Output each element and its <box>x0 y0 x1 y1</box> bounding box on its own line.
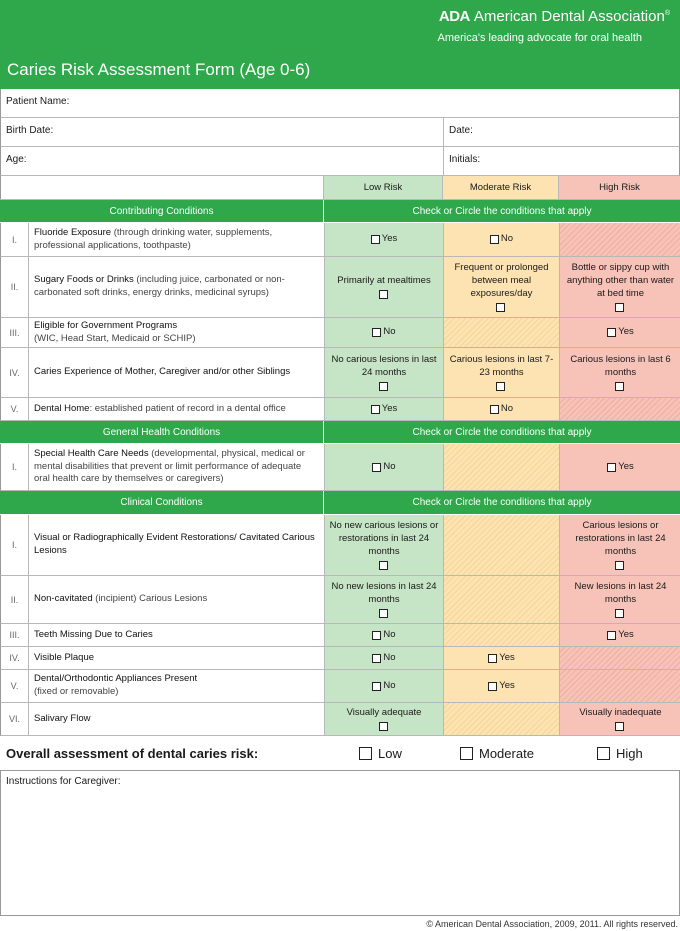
contributing-row <box>0 223 680 257</box>
row-number: VI. <box>1 703 29 735</box>
high-risk-option <box>560 223 680 256</box>
ada-logo: ADA American Dental Association® <box>438 8 670 25</box>
option-label: Carious lesions or restorations in last 24 months <box>575 520 666 557</box>
check-note: Check or Circle the conditions that apply <box>412 497 592 508</box>
option-label: Carious lesions in last 6 months <box>570 354 671 378</box>
patient-name-label: Patient Name: <box>6 96 70 107</box>
checkbox[interactable] <box>496 382 505 391</box>
checkbox[interactable] <box>496 303 505 312</box>
checkbox[interactable] <box>379 609 388 618</box>
option-label: Yes <box>618 460 634 472</box>
checkbox[interactable] <box>607 328 616 337</box>
contributing-row <box>0 398 680 421</box>
form-header <box>0 0 680 89</box>
checkbox[interactable] <box>371 235 380 244</box>
option-label: No <box>500 233 514 245</box>
caregiver-instructions-box[interactable] <box>0 770 680 916</box>
high-risk-option <box>560 647 680 669</box>
option-label: No new lesions in last 24 months <box>331 581 437 605</box>
checkbox[interactable] <box>597 747 610 760</box>
checkbox[interactable] <box>488 682 497 691</box>
row-number: II. <box>1 576 29 623</box>
checkbox[interactable] <box>460 747 473 760</box>
patient-name-row[interactable] <box>0 89 680 118</box>
low-risk-option[interactable] <box>325 444 444 490</box>
checkbox[interactable] <box>379 722 388 731</box>
high-risk-option[interactable] <box>560 624 680 646</box>
option-label: Yes <box>618 326 634 338</box>
moderate-risk-option <box>444 576 560 623</box>
age-row <box>0 147 680 176</box>
high-risk-option <box>560 670 680 702</box>
condition-description <box>29 318 325 347</box>
condition-detail: (fixed or removable) <box>34 686 119 697</box>
checkbox[interactable] <box>372 654 381 663</box>
option-label: Carious lesions in last 7-23 months <box>449 354 554 378</box>
risk-header-blank <box>0 176 324 199</box>
checkbox[interactable] <box>372 328 381 337</box>
contributing-section-header <box>0 200 680 223</box>
option-label: Yes <box>499 651 515 663</box>
general-row <box>0 444 680 491</box>
contributing-row <box>0 348 680 398</box>
section-title: General Health Conditions <box>0 421 324 443</box>
option-label: No <box>500 402 514 414</box>
condition-title: Teeth Missing Due to Caries <box>34 628 153 640</box>
moderate-risk-option <box>444 444 560 490</box>
condition-description <box>29 647 325 669</box>
condition-description <box>29 223 325 256</box>
contributing-row <box>0 257 680 318</box>
risk-header-row <box>0 176 680 200</box>
high-risk-option[interactable] <box>560 257 680 317</box>
date-field[interactable]: Date: <box>449 125 473 136</box>
row-number: I. <box>1 223 29 256</box>
low-risk-option[interactable] <box>325 257 444 317</box>
age-field[interactable]: Age: <box>1 147 444 175</box>
row-number: I. <box>1 515 29 575</box>
checkbox[interactable] <box>379 382 388 391</box>
clinical-row <box>0 624 680 647</box>
row-number: III. <box>1 318 29 347</box>
checkbox[interactable] <box>379 290 388 299</box>
option-label: New lesions in last 24 months <box>574 581 667 605</box>
condition-detail: (through drinking water, supplements, professional applications, toothpaste) <box>34 226 273 251</box>
moderate-risk-option[interactable] <box>444 348 560 397</box>
low-risk-option[interactable] <box>325 515 444 575</box>
high-risk-option[interactable] <box>560 348 680 397</box>
low-risk-option[interactable] <box>325 576 444 623</box>
option-label: Yes <box>381 402 398 414</box>
moderate-risk-header: Moderate Risk <box>443 176 559 199</box>
high-risk-option[interactable] <box>560 576 680 623</box>
condition-title: Sugary Foods or Drinks <box>34 274 134 286</box>
option-label: Yes <box>618 628 634 640</box>
low-risk-option[interactable] <box>325 318 444 347</box>
condition-detail: (including juice, carbonated or non-carbonated soft drinks, energy drinks, medicinal syrups) <box>34 274 285 298</box>
moderate-risk-option[interactable] <box>444 670 560 702</box>
birth-date-field[interactable]: Birth Date: <box>1 118 444 146</box>
copyright-footer: © American Dental Association, 2009, 2011. All rights reserved. <box>426 919 678 929</box>
condition-title: Caries Experience of Mother, Caregiver and/or other Siblings <box>34 366 291 378</box>
moderate-risk-option <box>444 515 560 575</box>
checkbox[interactable] <box>490 235 499 244</box>
option-label: No new carious lesions or restorations in last 24 months <box>329 520 439 557</box>
checkbox[interactable] <box>372 463 381 472</box>
high-risk-option[interactable] <box>560 703 680 735</box>
condition-description <box>29 444 325 490</box>
moderate-risk-option[interactable] <box>444 398 560 420</box>
tagline: America's leading advocate for oral health <box>437 32 642 44</box>
row-number: II. <box>1 257 29 317</box>
clinical-row <box>0 515 680 576</box>
checkbox[interactable] <box>379 561 388 570</box>
checkbox[interactable] <box>488 654 497 663</box>
overall-label: Overall assessment of dental caries risk: <box>6 746 259 761</box>
low-risk-option[interactable] <box>325 647 444 669</box>
checkbox[interactable] <box>607 463 616 472</box>
condition-description <box>29 398 325 420</box>
clinical-row <box>0 647 680 670</box>
high-risk-option <box>560 398 680 420</box>
low-risk-header: Low Risk <box>324 176 443 199</box>
birth-date-row <box>0 118 680 147</box>
condition-description <box>29 703 325 735</box>
condition-title: Fluoride Exposure <box>34 226 112 238</box>
high-risk-header: High Risk <box>559 176 680 199</box>
checkbox[interactable] <box>372 631 381 640</box>
clinical-row <box>0 576 680 624</box>
condition-description <box>29 515 325 575</box>
form-title: Caries Risk Assessment Form (Age 0-6) <box>7 60 311 79</box>
condition-detail: (developmental, physical, medical or mental disabilities that prevent or limit performance of adequate oral health care by themselves or caregivers) <box>34 447 305 485</box>
option-label: Bottle or sippy cup with anything other than water at bed time <box>566 262 675 299</box>
low-risk-option[interactable] <box>325 624 444 646</box>
row-number: IV. <box>1 348 29 397</box>
clinical-section-header <box>0 491 680 515</box>
checkbox[interactable] <box>490 405 499 414</box>
low-risk-option[interactable] <box>325 398 444 420</box>
checkbox[interactable] <box>615 609 624 618</box>
condition-description <box>29 576 325 623</box>
low-risk-option[interactable] <box>325 703 444 735</box>
option-label: No carious lesions in last 24 months <box>331 354 437 378</box>
moderate-risk-option[interactable] <box>444 223 560 256</box>
condition-title: Salivary Flow <box>34 712 91 724</box>
overall-assessment <box>0 736 680 770</box>
condition-description <box>29 670 325 702</box>
condition-title: Dental Home <box>34 402 90 414</box>
option-label: No <box>383 628 396 640</box>
row-number: I. <box>1 444 29 490</box>
option-label: Frequent or prolonged between meal exposures/day <box>454 262 549 299</box>
checkbox[interactable] <box>372 682 381 691</box>
condition-detail: : established patient of record in a dental office <box>89 402 286 414</box>
row-number: V. <box>1 398 29 420</box>
condition-detail: (WIC, Head Start, Medicaid or SCHIP) <box>34 332 196 344</box>
checkbox[interactable] <box>607 631 616 640</box>
section-title: Clinical Conditions <box>0 491 324 514</box>
initials-field[interactable]: Initials: <box>449 154 481 165</box>
clinical-row <box>0 670 680 703</box>
checkbox[interactable] <box>371 405 380 414</box>
option-label: No <box>383 460 396 472</box>
low-risk-option[interactable] <box>325 348 444 397</box>
clinical-row <box>0 703 680 736</box>
option-label: Yes <box>499 679 515 691</box>
moderate-risk-option <box>444 318 560 347</box>
condition-title: Special Health Care Needs <box>34 447 149 459</box>
overall-high-option[interactable]: High <box>597 746 643 761</box>
condition-description <box>29 257 325 317</box>
moderate-risk-option <box>444 703 560 735</box>
general-section-header <box>0 421 680 444</box>
check-note: Check or Circle the conditions that apply <box>412 205 592 217</box>
row-number: V. <box>1 670 29 702</box>
moderate-risk-option[interactable] <box>444 257 560 317</box>
condition-title: Dental/Orthodontic Appliances Present <box>34 673 198 685</box>
condition-title: Eligible for Government Programs <box>34 319 178 331</box>
contributing-row <box>0 318 680 348</box>
moderate-risk-option <box>444 624 560 646</box>
condition-description <box>29 624 325 646</box>
option-label: Primarily at mealtimes <box>337 275 431 287</box>
option-label: Yes <box>381 233 398 245</box>
low-risk-option[interactable] <box>325 223 444 256</box>
low-risk-option[interactable] <box>325 670 444 702</box>
high-risk-option[interactable] <box>560 318 680 347</box>
instructions-label: Instructions for Caregiver: <box>6 776 121 787</box>
row-number: III. <box>1 624 29 646</box>
condition-title: Non-cavitated <box>34 593 93 605</box>
high-risk-option[interactable] <box>560 444 680 490</box>
high-risk-option[interactable] <box>560 515 680 575</box>
checkbox[interactable] <box>615 561 624 570</box>
checkbox[interactable] <box>615 303 624 312</box>
checkbox[interactable] <box>615 382 624 391</box>
checkbox[interactable] <box>615 722 624 731</box>
row-number: IV. <box>1 647 29 669</box>
condition-description <box>29 348 325 397</box>
option-label: No <box>383 679 396 691</box>
option-label: Visually inadequate <box>579 707 662 719</box>
condition-detail: (incipient) Carious Lesions <box>92 593 208 605</box>
overall-low-option[interactable]: Low <box>359 746 402 761</box>
condition-title: Visual or Radiographically Evident Restorations/ Cavitated Carious Lesions <box>34 532 315 556</box>
checkbox[interactable] <box>359 747 372 760</box>
option-label: Visually adequate <box>346 707 422 719</box>
section-title: Contributing Conditions <box>0 200 324 222</box>
option-label: No <box>383 651 396 663</box>
moderate-risk-option[interactable] <box>444 647 560 669</box>
option-label: No <box>383 326 396 338</box>
overall-moderate-option[interactable]: Moderate <box>460 746 534 761</box>
check-note: Check or Circle the conditions that apply <box>412 426 592 438</box>
condition-title: Visible Plaque <box>34 651 95 663</box>
